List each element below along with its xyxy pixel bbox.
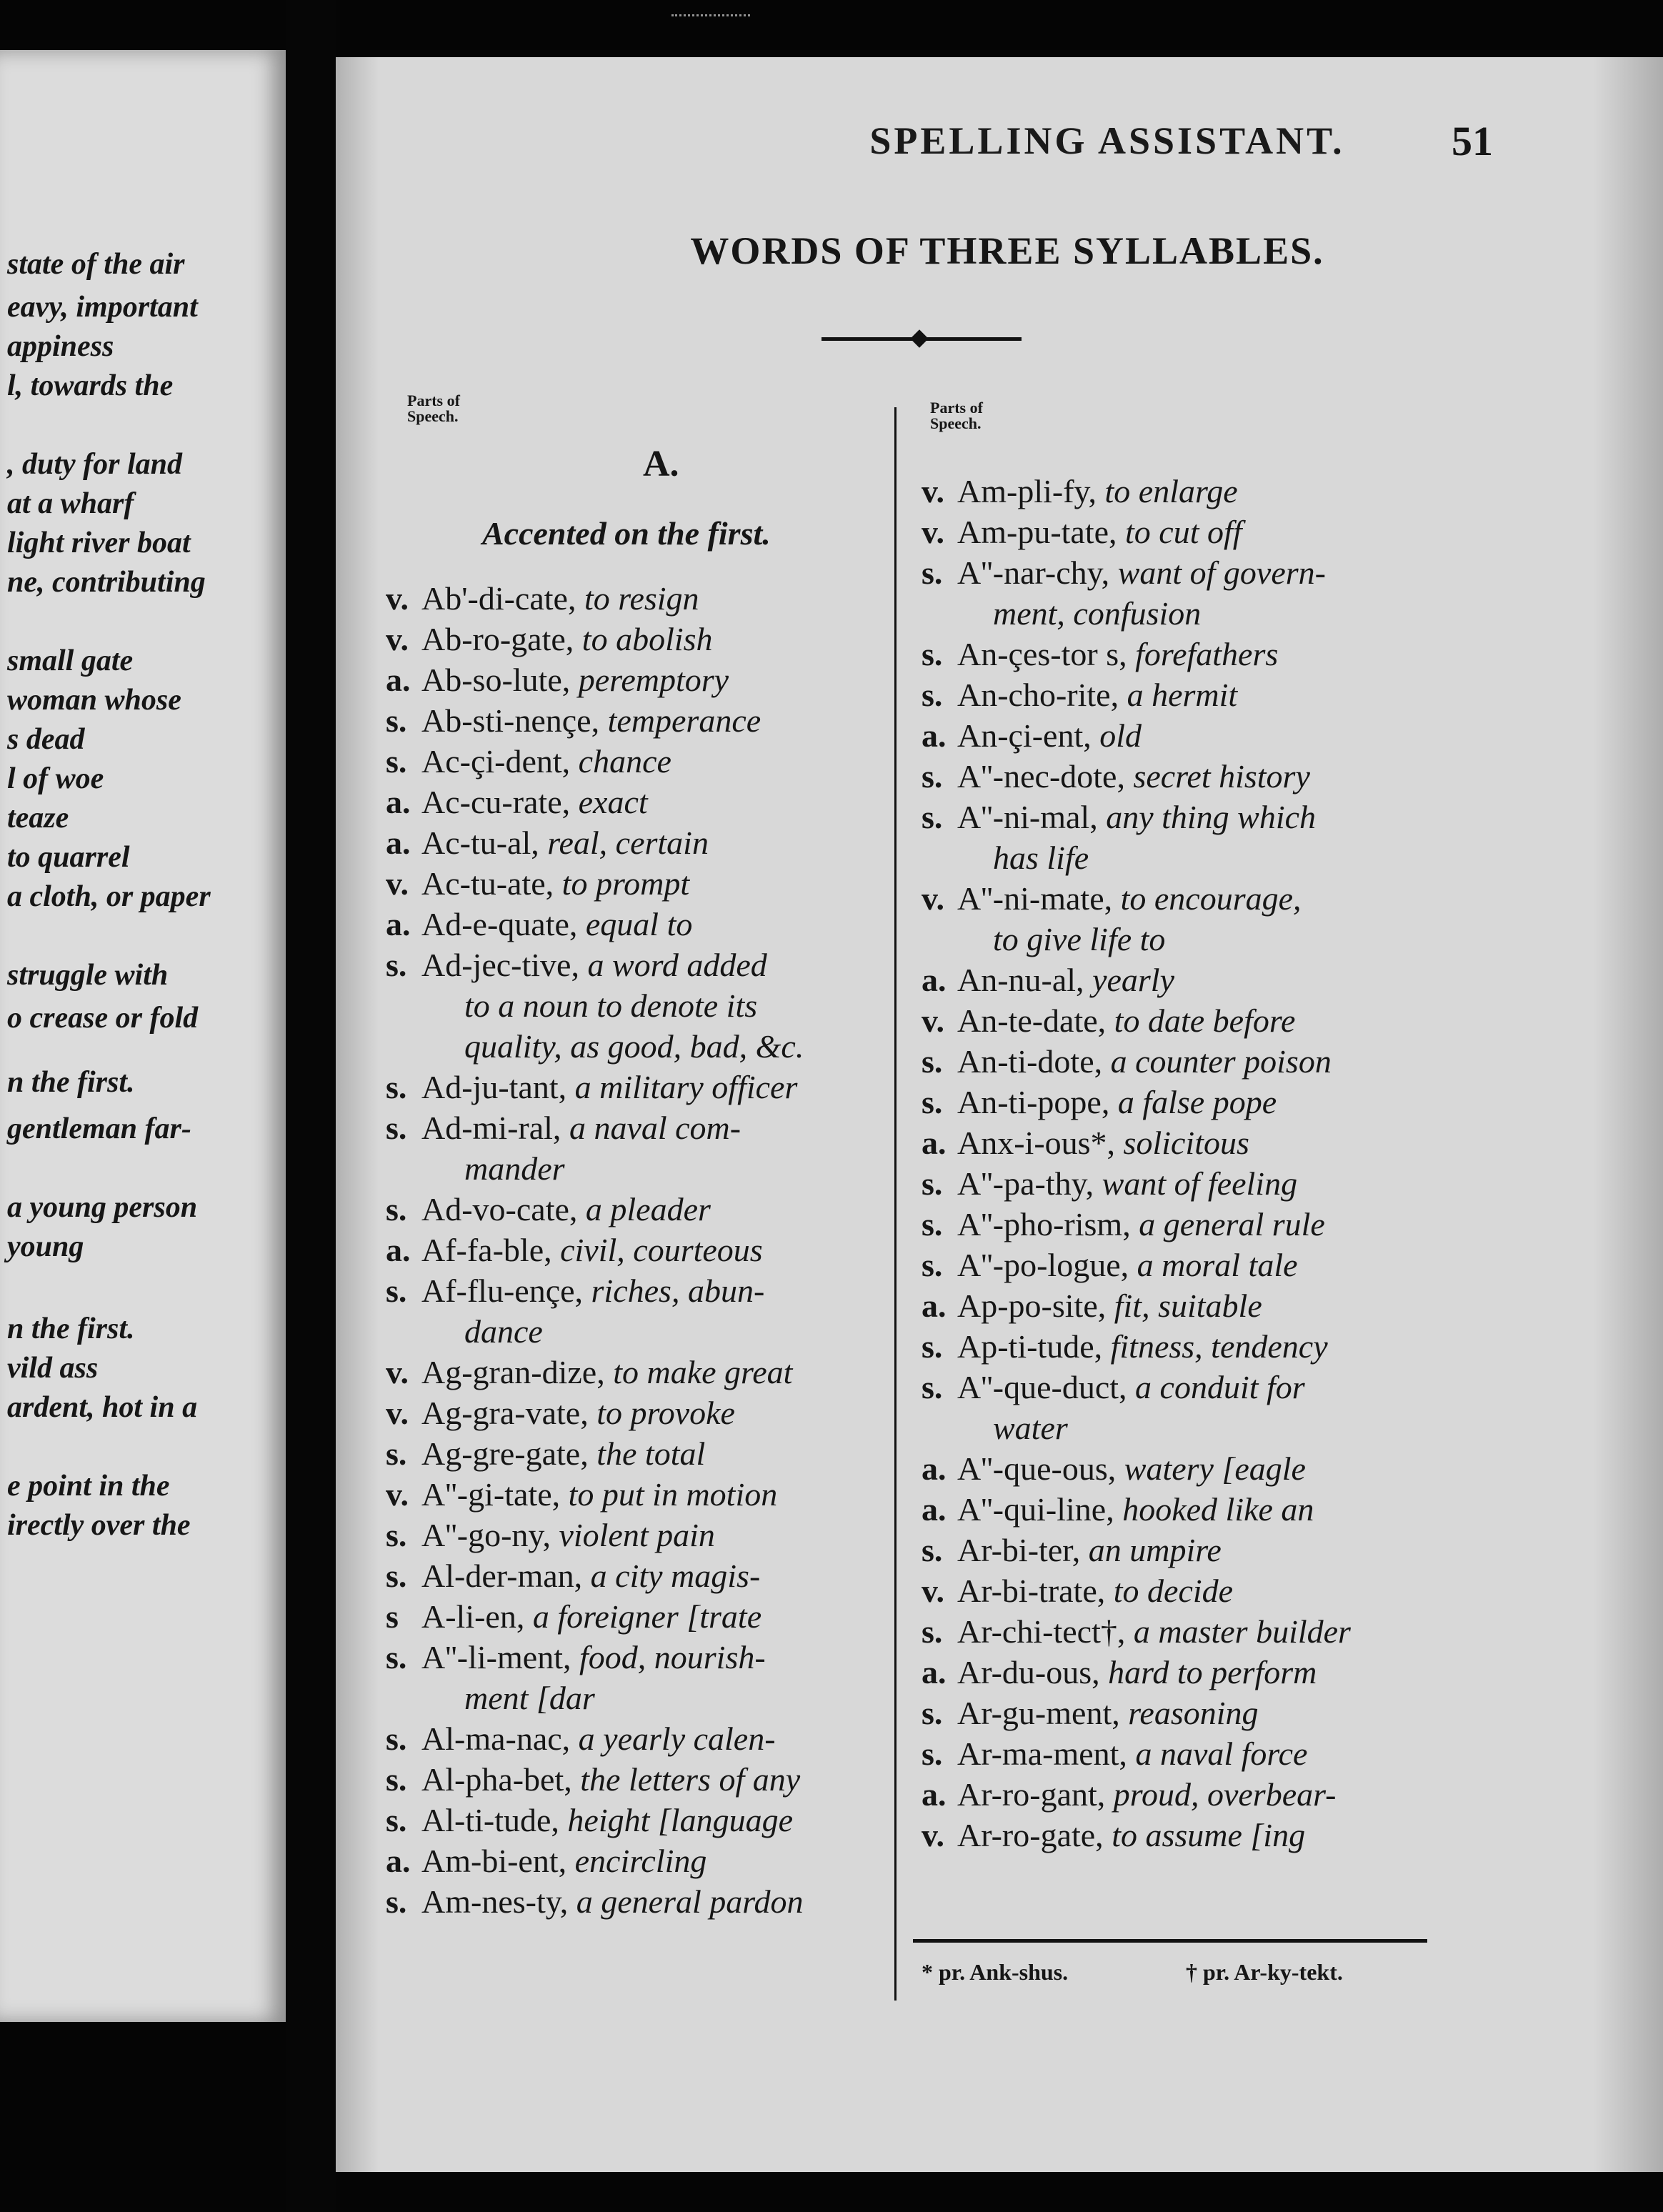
part-of-speech: v. — [922, 514, 944, 550]
part-of-speech: s. — [386, 1720, 407, 1757]
entry-definition: a naval force — [1135, 1735, 1308, 1772]
part-of-speech: a. — [386, 662, 411, 698]
left-page-line: young — [7, 1230, 84, 1263]
entry-word: Al-ma-nac, — [421, 1720, 579, 1757]
entry-definition: a word added — [587, 947, 767, 983]
entry-word: A''-ni-mate, — [957, 880, 1121, 917]
entry-definition: quality, as good, bad, &c. — [464, 1028, 804, 1065]
part-of-speech: s. — [922, 554, 943, 591]
dictionary-entry — [386, 1760, 800, 1800]
letter-heading: A. — [643, 444, 679, 484]
left-page-line: ardent, hot in a — [7, 1391, 198, 1424]
dictionary-entry — [922, 757, 1310, 797]
entry-word: Ap-po-site, — [957, 1287, 1114, 1324]
entry-definition: a conduit for — [1135, 1369, 1305, 1405]
part-of-speech: v. — [386, 865, 409, 902]
entry-word: Ad-mi-ral, — [421, 1110, 569, 1146]
left-page-line: light river boat — [7, 527, 191, 559]
left-page-line: s dead — [7, 723, 85, 756]
part-of-speech: a. — [386, 1843, 411, 1879]
entry-word: An-ti-dote, — [957, 1043, 1111, 1080]
entry-definition: a hermit — [1127, 677, 1238, 713]
entry-word: Ab-so-lute, — [421, 662, 579, 698]
part-of-speech: s. — [386, 1883, 407, 1920]
dictionary-entry — [922, 1001, 1295, 1041]
dictionary-entry — [386, 619, 713, 659]
section-title: WORDS OF THREE SYLLABLES. — [690, 229, 1324, 272]
part-of-speech: s. — [386, 1558, 407, 1594]
left-page-line: ne, contributing — [7, 566, 206, 599]
entry-word: Ar-bi-ter, — [957, 1532, 1089, 1568]
entry-word: An-te-date, — [957, 1002, 1114, 1039]
dictionary-entry — [386, 579, 699, 619]
entry-word: Ad-e-quate, — [421, 906, 586, 942]
entry-word: Am-nes-ty, — [421, 1883, 576, 1920]
entry-definition: peremptory — [578, 662, 729, 698]
entry-definition: a foreigner [trate — [532, 1598, 762, 1635]
left-page-line: l, towards the — [7, 369, 174, 402]
entry-definition: to make great — [613, 1354, 793, 1390]
left-page-line: e point in the — [7, 1470, 170, 1503]
entry-definition: a general rule — [1139, 1206, 1325, 1242]
entry-word: Ac-tu-al, — [421, 824, 548, 861]
entry-definition: to assume [ing — [1112, 1817, 1306, 1853]
entry-definition: to give life to — [993, 921, 1166, 957]
entry-word: Al-pha-bet, — [421, 1761, 581, 1798]
dictionary-entry — [464, 1678, 595, 1718]
part-of-speech: s. — [922, 1043, 943, 1080]
entry-word: A''-nec-dote, — [957, 758, 1134, 794]
entry-word: A''-qui-line, — [957, 1491, 1123, 1528]
entry-definition: height [language — [567, 1802, 793, 1838]
entry-definition: water — [993, 1410, 1068, 1446]
dictionary-entry — [386, 823, 709, 863]
entry-word: Ag-gran-dize, — [421, 1354, 614, 1390]
entry-word: Af-fa-ble, — [421, 1232, 561, 1268]
part-of-speech: s. — [386, 1802, 407, 1838]
entry-word: Am-pu-tate, — [957, 514, 1126, 550]
dictionary-entry — [993, 1408, 1068, 1448]
part-of-speech: s. — [386, 1517, 407, 1553]
part-of-speech: s. — [922, 1328, 943, 1365]
dictionary-entry — [386, 1597, 761, 1637]
entry-word: An-çes-tor s, — [957, 636, 1136, 672]
ornament-rule — [821, 336, 1022, 342]
dictionary-entry — [922, 1530, 1222, 1570]
dictionary-entry — [386, 1108, 741, 1148]
part-of-speech: a. — [922, 1287, 947, 1324]
dictionary-entry — [922, 1734, 1307, 1774]
part-of-speech: s. — [922, 1532, 943, 1568]
entry-definition: an umpire — [1088, 1532, 1222, 1568]
entry-word: A''-li-ment, — [421, 1639, 579, 1675]
footnote-second: † pr. Ar-ky-tekt. — [1186, 1959, 1343, 1985]
dictionary-entry — [386, 701, 761, 741]
entry-definition: a counter poison — [1110, 1043, 1332, 1080]
entry-word: An-nu-al, — [957, 962, 1093, 998]
entry-word: Ar-gu-ment, — [957, 1695, 1129, 1731]
dictionary-entry — [922, 1653, 1317, 1693]
entry-definition: civil, courteous — [560, 1232, 763, 1268]
entry-definition: hard to perform — [1108, 1654, 1317, 1690]
entry-definition: a false pope — [1117, 1084, 1277, 1120]
part-of-speech: s. — [386, 1761, 407, 1798]
dictionary-entry — [922, 1164, 1297, 1204]
entry-definition: dance — [464, 1313, 543, 1350]
entry-definition: fit, suitable — [1114, 1287, 1262, 1324]
part-of-speech: s. — [386, 1069, 407, 1105]
entry-word: Ag-gra-vate, — [421, 1395, 597, 1431]
entry-word: Ap-ti-tude, — [957, 1328, 1111, 1365]
dictionary-entry — [922, 1571, 1233, 1611]
dictionary-entry — [922, 1612, 1351, 1652]
dictionary-entry — [464, 1027, 804, 1067]
footnote-first: * pr. Ank-shus. — [922, 1959, 1069, 1985]
dictionary-entry — [386, 1352, 792, 1393]
dictionary-entry — [386, 1556, 760, 1596]
part-of-speech: v. — [386, 1395, 409, 1431]
entry-definition: has life — [993, 840, 1089, 876]
entry-word: A''-gi-tate, — [421, 1476, 569, 1513]
dictionary-entry — [922, 553, 1326, 593]
entry-definition: ment [dar — [464, 1680, 595, 1716]
part-of-speech: a. — [386, 824, 411, 861]
entry-word: A''-nar-chy, — [957, 554, 1118, 591]
left-page-line: n the first. — [7, 1312, 135, 1345]
part-of-speech: s. — [386, 1191, 407, 1227]
part-of-speech: s. — [922, 1735, 943, 1772]
entry-definition: a city magis- — [590, 1558, 761, 1594]
left-page-line: small gate — [7, 644, 134, 677]
left-page-line: l of woe — [7, 762, 104, 795]
part-of-speech: s. — [386, 702, 407, 739]
dictionary-entry — [993, 594, 1201, 634]
left-page-line: at a wharf — [7, 487, 134, 520]
dictionary-entry — [386, 864, 689, 904]
entry-word: A''-que-duct, — [957, 1369, 1136, 1405]
part-of-speech: v. — [922, 1002, 944, 1039]
entry-definition: real, certain — [547, 824, 709, 861]
entry-word: Ar-chi-tect†, — [957, 1613, 1134, 1650]
part-of-speech: v. — [922, 880, 944, 917]
part-of-speech: s. — [922, 1247, 943, 1283]
entry-definition: to abolish — [581, 621, 713, 657]
left-page-line: a young person — [7, 1191, 198, 1224]
part-of-speech: a. — [922, 1125, 947, 1161]
part-of-speech: s. — [922, 1695, 943, 1731]
dictionary-entry — [464, 1149, 565, 1189]
footnote-rule — [913, 1939, 1427, 1943]
entry-word: A''-pho-rism, — [957, 1206, 1139, 1242]
page-number: 51 — [1452, 118, 1493, 164]
part-of-speech: s. — [922, 1613, 943, 1650]
entry-definition: to enlarge — [1104, 473, 1238, 509]
dictionary-entry — [922, 1082, 1277, 1122]
entry-word: Ab-ro-gate, — [421, 621, 582, 657]
entry-definition: the letters of any — [580, 1761, 801, 1798]
part-of-speech: a. — [922, 1450, 947, 1487]
entry-word: A''-que-ous, — [957, 1450, 1124, 1487]
entry-word: Ar-ma-ment, — [957, 1735, 1136, 1772]
part-of-speech: s. — [922, 758, 943, 794]
dictionary-entry — [386, 782, 648, 822]
dictionary-entry — [386, 1515, 715, 1555]
entry-definition: food, nourish- — [579, 1639, 766, 1675]
entry-word: Al-ti-tude, — [421, 1802, 568, 1838]
dictionary-entry — [386, 1475, 777, 1515]
entry-definition: a yearly calen- — [578, 1720, 776, 1757]
part-of-speech: s. — [922, 1369, 943, 1405]
entry-definition: to provoke — [596, 1395, 735, 1431]
left-page-line: o crease or fold — [7, 1002, 199, 1035]
entry-word: Ad-jec-tive, — [421, 947, 588, 983]
dictionary-entry — [922, 879, 1302, 919]
part-of-speech: s. — [922, 1165, 943, 1202]
entry-definition: secret history — [1133, 758, 1310, 794]
entry-definition: a moral tale — [1137, 1247, 1298, 1283]
dictionary-entry — [922, 1205, 1325, 1245]
dictionary-entry — [386, 1067, 797, 1107]
main-page — [336, 57, 1663, 2172]
entry-definition: to cut off — [1125, 514, 1242, 550]
dictionary-entry — [386, 1230, 763, 1270]
left-page-line: appiness — [7, 330, 114, 363]
dictionary-entry — [464, 1312, 543, 1352]
dictionary-entry — [386, 1841, 706, 1881]
entry-word: Am-pli-fy, — [957, 473, 1105, 509]
column-divider — [894, 407, 897, 2001]
part-of-speech: s — [386, 1598, 399, 1635]
dictionary-entry — [386, 1719, 776, 1759]
left-page-line: state of the air — [7, 248, 185, 281]
part-of-speech: a. — [922, 1491, 947, 1528]
ornament-diamond-icon — [910, 329, 928, 347]
scan-mark — [671, 14, 750, 28]
dictionary-entry — [922, 960, 1174, 1000]
part-of-speech: s. — [922, 799, 943, 835]
dictionary-entry — [386, 1393, 735, 1433]
entry-word: Ar-ro-gant, — [957, 1776, 1114, 1813]
entry-definition: solicitous — [1123, 1125, 1249, 1161]
dictionary-entry — [922, 1693, 1259, 1733]
part-of-speech: s. — [386, 1435, 407, 1472]
entry-word: A''-go-ny, — [421, 1517, 559, 1553]
dictionary-entry — [386, 945, 767, 985]
entry-definition: a military officer — [574, 1069, 798, 1105]
entry-definition: any thing which — [1106, 799, 1317, 835]
left-page-fragment — [0, 50, 286, 2022]
part-of-speech: s. — [922, 677, 943, 713]
dictionary-entry — [922, 797, 1316, 837]
part-of-speech: s. — [386, 1639, 407, 1675]
entry-definition: to prompt — [561, 865, 690, 902]
entry-word: Af-flu-ençe, — [421, 1272, 591, 1309]
left-page-line: a cloth, or paper — [7, 880, 211, 913]
dictionary-entry — [922, 512, 1242, 552]
entry-definition: to date before — [1114, 1002, 1296, 1039]
part-of-speech: a. — [386, 906, 411, 942]
dictionary-entry — [922, 634, 1278, 674]
left-page-line: eavy, important — [7, 291, 198, 324]
left-page-line: teaze — [7, 802, 69, 835]
entry-word: Ac-tu-ate, — [421, 865, 562, 902]
entry-definition: a pleader — [585, 1191, 711, 1227]
left-page-line: n the first. — [7, 1066, 135, 1099]
entry-definition: exact — [578, 784, 648, 820]
entry-word: Ar-ro-gate, — [957, 1817, 1112, 1853]
part-of-speech: v. — [386, 1354, 409, 1390]
dictionary-entry — [922, 1815, 1305, 1855]
entry-word: A''-ni-mal, — [957, 799, 1107, 835]
dictionary-entry — [922, 1286, 1262, 1326]
part-of-speech: s. — [386, 743, 407, 779]
entry-word: Anx-i-ous*, — [957, 1125, 1124, 1161]
part-of-speech: s. — [386, 1272, 407, 1309]
entry-word: Ac-çi-dent, — [421, 743, 579, 779]
dictionary-entry — [922, 1245, 1298, 1285]
entry-word: A''-po-logue, — [957, 1247, 1137, 1283]
part-of-speech: v. — [922, 1817, 944, 1853]
entry-definition: to encourage, — [1120, 880, 1302, 917]
part-of-speech: s. — [922, 1084, 943, 1120]
part-of-speech: v. — [922, 1573, 944, 1609]
left-page-line: vild ass — [7, 1352, 99, 1385]
left-page-line: , duty for land — [7, 448, 183, 481]
entry-definition: want of feeling — [1102, 1165, 1298, 1202]
accent-heading: Accented on the first. — [482, 515, 771, 552]
entry-word: Am-bi-ent, — [421, 1843, 575, 1879]
entry-word: A''-pa-thy, — [957, 1165, 1102, 1202]
running-title: SPELLING ASSISTANT. — [869, 119, 1345, 162]
dictionary-entry — [386, 1800, 793, 1840]
left-page-line: struggle with — [7, 959, 169, 992]
dictionary-entry — [922, 1490, 1314, 1530]
dictionary-entry — [922, 1775, 1336, 1815]
dictionary-entry — [993, 838, 1089, 878]
entry-word: Ar-bi-trate, — [957, 1573, 1114, 1609]
part-of-speech: a. — [922, 1776, 947, 1813]
entry-definition: ment, confusion — [993, 595, 1202, 632]
entry-definition: the total — [596, 1435, 706, 1472]
entry-definition: temperance — [607, 702, 761, 739]
entry-definition: yearly — [1092, 962, 1174, 998]
part-of-speech: a. — [386, 1232, 411, 1268]
entry-definition: fitness, tendency — [1110, 1328, 1328, 1365]
entry-definition: old — [1099, 717, 1142, 754]
entry-definition: violent pain — [559, 1517, 715, 1553]
entry-definition: a naval com- — [569, 1110, 741, 1146]
entry-definition: forefathers — [1135, 636, 1279, 672]
part-of-speech: s. — [922, 1206, 943, 1242]
dictionary-entry — [922, 675, 1237, 715]
part-of-speech: v. — [386, 1476, 409, 1513]
entry-word: A-li-en, — [421, 1598, 533, 1635]
dictionary-entry — [386, 1434, 705, 1474]
entry-definition: to a noun to denote its — [464, 987, 758, 1024]
entry-definition: riches, abun- — [591, 1272, 765, 1309]
left-column-header: Parts of Speech. — [407, 392, 460, 425]
part-of-speech: a. — [386, 784, 411, 820]
dictionary-entry — [386, 1271, 764, 1311]
entry-definition: encircling — [574, 1843, 707, 1879]
entry-word: Al-der-man, — [421, 1558, 591, 1594]
entry-word: Ad-vo-cate, — [421, 1191, 586, 1227]
entry-definition: proud, overbear- — [1113, 1776, 1337, 1813]
entry-definition: a master builder — [1133, 1613, 1351, 1650]
entry-definition: to resign — [584, 580, 699, 617]
entry-definition: watery [eagle — [1124, 1450, 1306, 1487]
entry-definition: hooked like an — [1122, 1491, 1314, 1528]
part-of-speech: s. — [922, 636, 943, 672]
part-of-speech: a. — [922, 717, 947, 754]
entry-definition: equal to — [585, 906, 693, 942]
part-of-speech: a. — [922, 962, 947, 998]
entry-word: Ad-ju-tant, — [421, 1069, 575, 1105]
entry-word: Ab-sti-nençe, — [421, 702, 608, 739]
dictionary-entry — [464, 986, 757, 1026]
left-page-line: woman whose — [7, 684, 181, 717]
left-page-line: to quarrel — [7, 841, 130, 874]
part-of-speech: v. — [386, 621, 409, 657]
entry-word: Ac-cu-rate, — [421, 784, 579, 820]
part-of-speech: v. — [922, 473, 944, 509]
dictionary-entry — [922, 1042, 1332, 1082]
part-of-speech: a. — [922, 1654, 947, 1690]
entry-definition: want of govern- — [1117, 554, 1326, 591]
dictionary-entry — [922, 472, 1238, 512]
book-gutter — [286, 0, 336, 2212]
dictionary-entry — [993, 920, 1165, 960]
entry-word: An-çi-ent, — [957, 717, 1100, 754]
entry-definition: a general pardon — [576, 1883, 804, 1920]
entry-definition: to decide — [1113, 1573, 1234, 1609]
entry-word: Ag-gre-gate, — [421, 1435, 597, 1472]
part-of-speech: v. — [386, 580, 409, 617]
entry-word: Ar-du-ous, — [957, 1654, 1109, 1690]
right-column-header: Parts of Speech. — [930, 399, 983, 432]
dictionary-entry — [386, 1190, 711, 1230]
dictionary-entry — [386, 742, 671, 782]
entry-word: Ab'-di-cate, — [421, 580, 584, 617]
left-page-line: irectly over the — [7, 1509, 191, 1542]
entry-word: An-ti-pope, — [957, 1084, 1118, 1120]
entry-definition: chance — [578, 743, 671, 779]
dictionary-entry — [386, 660, 729, 700]
dictionary-entry — [922, 716, 1142, 756]
dictionary-entry — [922, 1367, 1305, 1408]
entry-definition: reasoning — [1128, 1695, 1259, 1731]
left-page-line: gentleman far- — [7, 1112, 191, 1145]
dictionary-entry — [386, 1882, 803, 1922]
entry-word: An-cho-rite, — [957, 677, 1127, 713]
part-of-speech: s. — [386, 1110, 407, 1146]
entry-definition: mander — [464, 1150, 565, 1187]
part-of-speech: s. — [386, 947, 407, 983]
dictionary-entry — [386, 905, 692, 945]
entry-definition: to put in motion — [568, 1476, 778, 1513]
dictionary-entry — [922, 1449, 1306, 1489]
dictionary-entry — [386, 1638, 766, 1678]
dictionary-entry — [922, 1327, 1328, 1367]
dictionary-entry — [922, 1123, 1249, 1163]
